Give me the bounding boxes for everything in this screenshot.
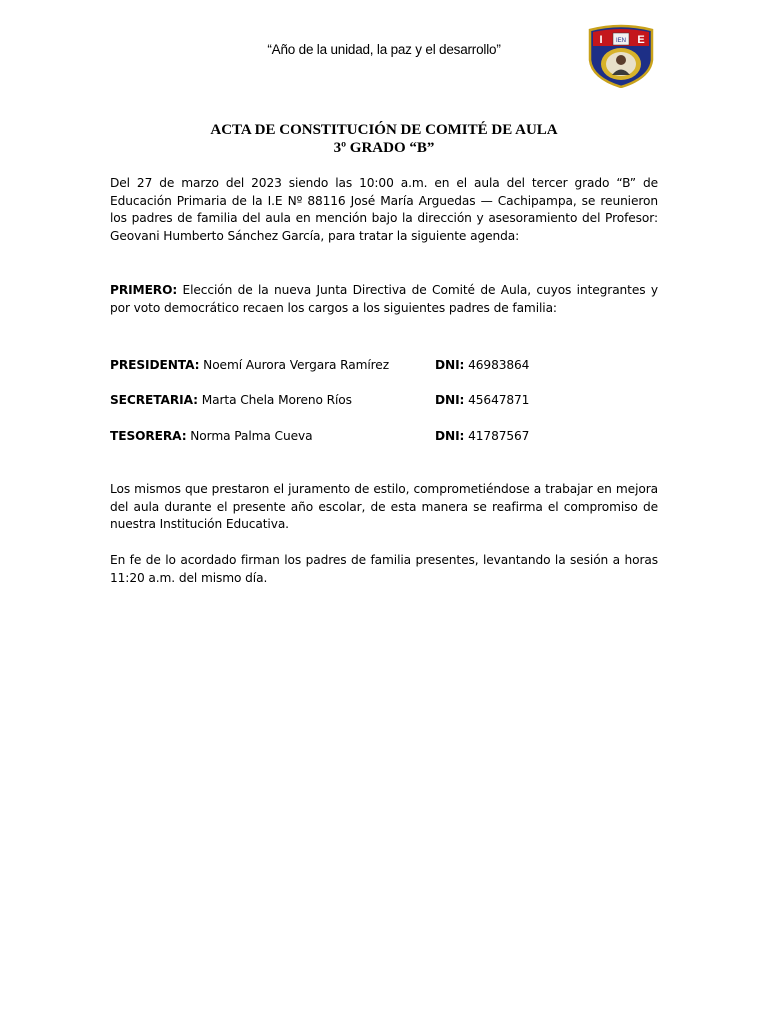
crest-right-letter: E [637,34,645,46]
crest-left-letter: I [599,34,603,46]
motto: “Año de la unidad, la paz y el desarrollo” [267,42,501,57]
dni-value: 46983864 [464,358,530,372]
primero-paragraph [110,282,658,317]
member-role: SECRETARIA: [110,393,198,407]
dni-value: 41787567 [464,429,530,443]
title-line-1: ACTA DE CONSTITUCIÓN DE COMITÉ DE AULA [210,122,558,138]
member-dni [435,356,529,374]
dni-label: DNI: [435,429,465,443]
crest-center-text: IEN [615,38,627,44]
member-dni [435,427,529,445]
title-line-2: 3º GRADO “B” [333,140,435,156]
member-name: Noemí Aurora Vergara Ramírez [199,358,390,372]
primero-label: PRIMERO: [110,283,178,297]
member-row-secretaria [110,391,658,409]
member-row-tesorera [110,427,658,445]
closing-paragraph-2: En fe de lo acordado firman los padres de familia presentes, levantando la sesión a horas 11:20 a.m. del mismo día. [110,553,658,585]
closing-paragraph-1: Los mismos que prestaron el juramento de estilo, comprometiéndose a trabajar en mejora del aula durante el presente año escolar, de esta manera se reafirma el compromiso de nuestra Institución Educativa. [110,482,658,531]
dni-label: DNI: [435,358,465,372]
member-name: Norma Palma Cueva [186,429,313,443]
member-name: Marta Chela Moreno Ríos [197,393,352,407]
member-row-presidenta [110,356,658,374]
intro-paragraph: Del 27 de marzo del 2023 siendo las 10:00 a.m. en el aula del tercer grado “B” de Educación Primaria de la I.E Nº 88116 José María Arguedas — Cachipampa, se reunieron los padres de familia del aula en mención bajo la dirección y asesoramiento del Profesor: Geovani Humberto Sánchez García, para tratar la siguiente agenda: [110,176,658,243]
member-role: TESORERA: [110,429,187,443]
dni-value: 45647871 [464,393,530,407]
primero-text: Elección de la nueva Junta Directiva de Comité de Aula, cuyos integrantes y por voto democrático recaen los cargos a los siguientes padres de familia: [110,283,658,315]
member-role: PRESIDENTA: [110,358,200,372]
member-dni [435,391,529,409]
document-title [0,121,768,157]
dni-label: DNI: [435,393,465,407]
school-crest-logo [584,24,658,88]
